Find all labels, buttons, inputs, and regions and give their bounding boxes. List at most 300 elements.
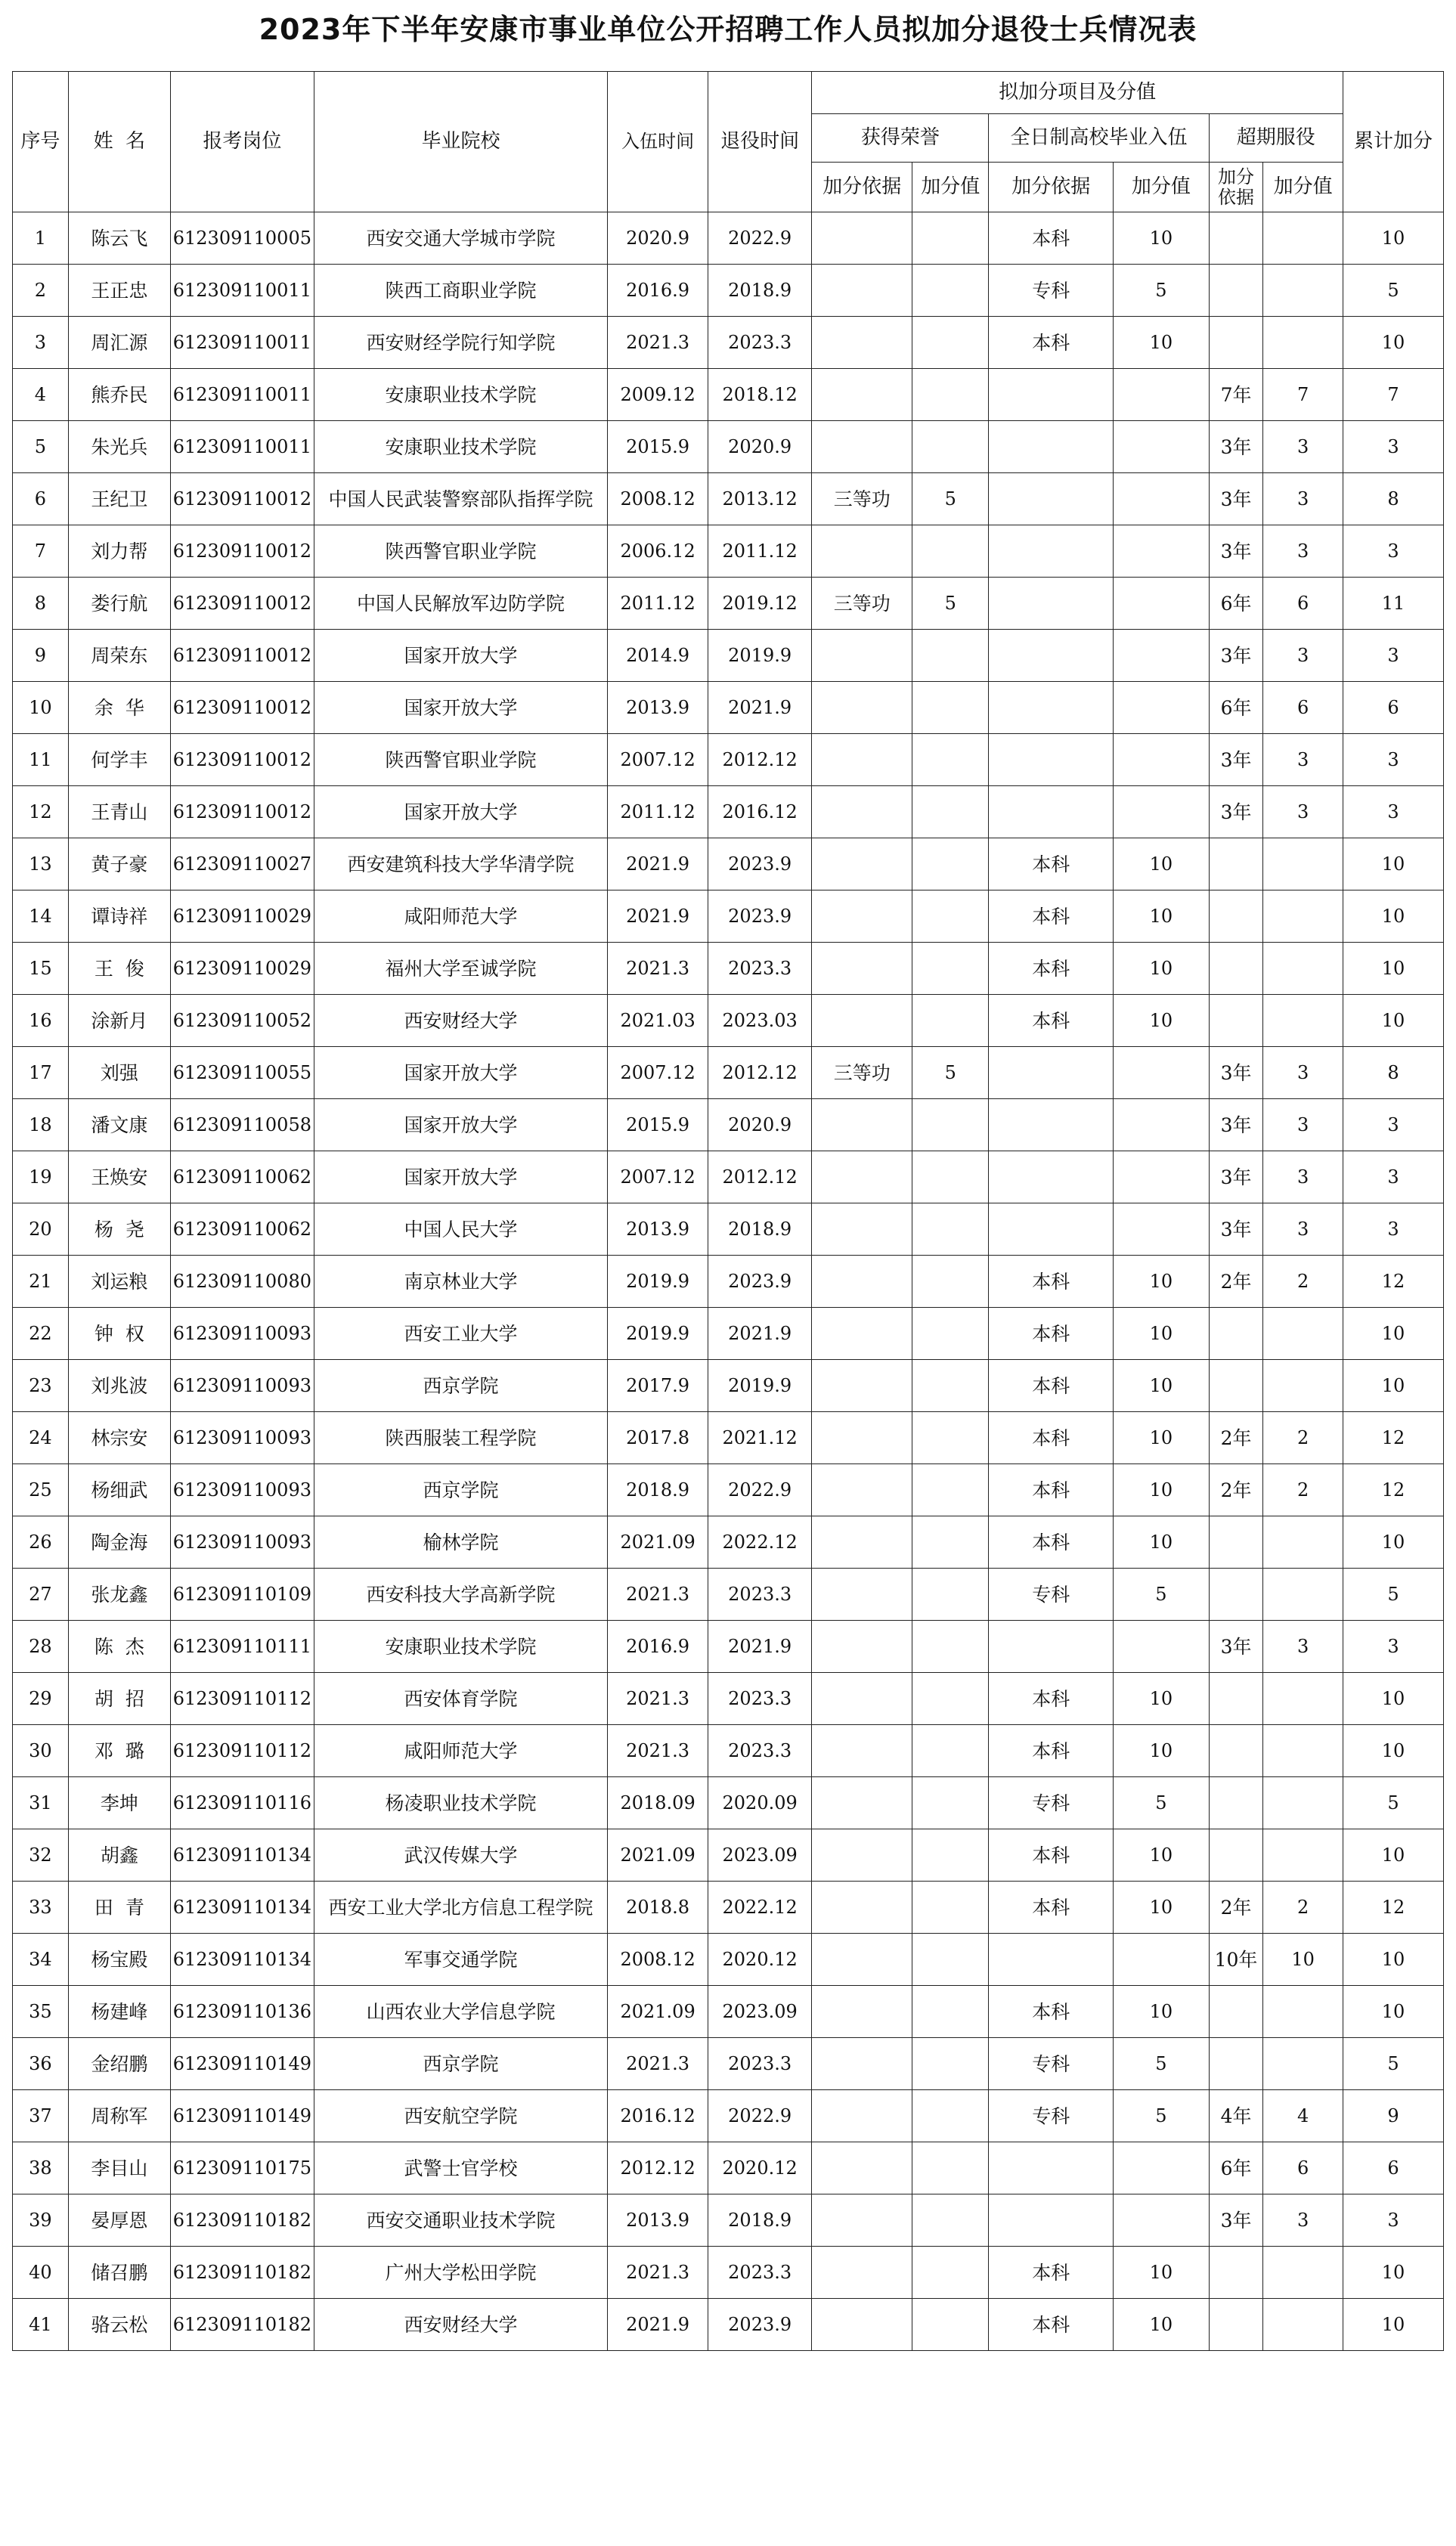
table-row (13, 890, 1444, 943)
table-row (13, 1621, 1444, 1673)
cell-overtime-value: 3 (1263, 734, 1343, 786)
table-row (13, 1151, 1444, 1203)
cell-school: 陕西工商职业学院 (314, 265, 607, 317)
cell-discharge-date: 2020.09 (708, 1777, 812, 1829)
cell-college-value (1114, 473, 1210, 525)
cell-honor-value (912, 2090, 989, 2142)
cell-honor-basis (812, 682, 912, 734)
cell-position: 612309110136 (170, 1986, 314, 2038)
cell-overtime-value: 2 (1263, 1256, 1343, 1308)
veterans-bonus-table (12, 71, 1444, 2351)
cell-discharge-date: 2023.3 (708, 2038, 812, 2090)
table-row (13, 212, 1444, 265)
cell-enlist-date: 2021.09 (608, 1986, 708, 2038)
table-row (13, 1934, 1444, 1986)
col-header-college: 全日制高校毕业入伍 (989, 114, 1209, 163)
cell-position: 612309110093 (170, 1464, 314, 1516)
table-row (13, 1464, 1444, 1516)
cell-enlist-date: 2021.3 (608, 1673, 708, 1725)
cell-enlist-date: 2007.12 (608, 1047, 708, 1099)
cell-discharge-date: 2022.12 (708, 1882, 812, 1934)
cell-name: 钟 权 (68, 1308, 170, 1360)
cell-seq: 2 (13, 265, 69, 317)
cell-honor-basis (812, 734, 912, 786)
table-row (13, 1047, 1444, 1099)
cell-name: 田 青 (68, 1882, 170, 1934)
cell-overtime-value: 7 (1263, 369, 1343, 421)
table-row (13, 682, 1444, 734)
cell-seq: 10 (13, 682, 69, 734)
cell-college-value: 10 (1114, 1412, 1210, 1464)
cell-name: 杨细武 (68, 1464, 170, 1516)
cell-overtime-value (1263, 2247, 1343, 2299)
cell-name: 朱光兵 (68, 421, 170, 473)
cell-total: 12 (1343, 1464, 1443, 1516)
table-row (13, 2090, 1444, 2142)
cell-overtime-value: 3 (1263, 1151, 1343, 1203)
cell-college-value: 10 (1114, 1516, 1210, 1569)
cell-position: 612309110182 (170, 2247, 314, 2299)
cell-college-basis: 本科 (989, 1256, 1114, 1308)
cell-school: 咸阳师范大学 (314, 1725, 607, 1777)
cell-enlist-date: 2021.3 (608, 317, 708, 369)
cell-school: 杨凌职业技术学院 (314, 1777, 607, 1829)
cell-name: 王焕安 (68, 1151, 170, 1203)
cell-overtime-basis: 6年 (1209, 578, 1263, 630)
cell-overtime-basis: 3年 (1209, 421, 1263, 473)
cell-total: 10 (1343, 995, 1443, 1047)
cell-college-value: 5 (1114, 265, 1210, 317)
cell-school: 南京林业大学 (314, 1256, 607, 1308)
cell-enlist-date: 2018.09 (608, 1777, 708, 1829)
cell-total: 9 (1343, 2090, 1443, 2142)
cell-total: 3 (1343, 1151, 1443, 1203)
cell-total: 3 (1343, 1621, 1443, 1673)
cell-honor-value (912, 1099, 989, 1151)
cell-college-value (1114, 734, 1210, 786)
table-row (13, 421, 1444, 473)
cell-college-basis: 本科 (989, 317, 1114, 369)
table-row (13, 317, 1444, 369)
cell-honor-basis (812, 890, 912, 943)
cell-enlist-date: 2014.9 (608, 630, 708, 682)
cell-college-value: 10 (1114, 1464, 1210, 1516)
cell-honor-value (912, 995, 989, 1047)
cell-college-basis (989, 1934, 1114, 1986)
col-header-honor-value: 加分值 (912, 163, 989, 212)
table-row (13, 1099, 1444, 1151)
cell-enlist-date: 2013.9 (608, 1203, 708, 1256)
cell-honor-basis (812, 1464, 912, 1516)
cell-enlist-date: 2021.9 (608, 2299, 708, 2351)
cell-honor-value (912, 1777, 989, 1829)
cell-school: 西安工业大学 (314, 1308, 607, 1360)
cell-school: 西安财经大学 (314, 2299, 607, 2351)
cell-college-value: 5 (1114, 2090, 1210, 2142)
cell-honor-basis (812, 838, 912, 890)
cell-discharge-date: 2023.3 (708, 1673, 812, 1725)
cell-total: 3 (1343, 630, 1443, 682)
table-row (13, 1882, 1444, 1934)
table-row (13, 1725, 1444, 1777)
col-header-honor: 获得荣誉 (812, 114, 989, 163)
cell-honor-value (912, 1621, 989, 1673)
cell-overtime-value: 3 (1263, 525, 1343, 578)
cell-honor-basis (812, 2090, 912, 2142)
table-row (13, 578, 1444, 630)
cell-honor-value (912, 786, 989, 838)
cell-enlist-date: 2019.9 (608, 1256, 708, 1308)
cell-honor-basis (812, 1308, 912, 1360)
cell-honor-value (912, 1569, 989, 1621)
table-row (13, 473, 1444, 525)
cell-name: 余 华 (68, 682, 170, 734)
cell-overtime-value: 3 (1263, 421, 1343, 473)
cell-seq: 23 (13, 1360, 69, 1412)
cell-name: 邓 璐 (68, 1725, 170, 1777)
cell-enlist-date: 2021.03 (608, 995, 708, 1047)
cell-overtime-value (1263, 2038, 1343, 2090)
page-title: 2023年下半年安康市事业单位公开招聘工作人员拟加分退役士兵情况表 (259, 13, 1197, 46)
cell-discharge-date: 2020.9 (708, 1099, 812, 1151)
col-header-overtime: 超期服役 (1209, 114, 1343, 163)
cell-name: 金绍鹏 (68, 2038, 170, 2090)
cell-overtime-basis: 3年 (1209, 1203, 1263, 1256)
cell-honor-basis (812, 630, 912, 682)
cell-discharge-date: 2023.9 (708, 1256, 812, 1308)
cell-college-basis (989, 578, 1114, 630)
cell-total: 3 (1343, 421, 1443, 473)
cell-college-value (1114, 630, 1210, 682)
cell-total: 5 (1343, 265, 1443, 317)
cell-discharge-date: 2022.9 (708, 212, 812, 265)
cell-name: 刘兆波 (68, 1360, 170, 1412)
cell-school: 西安科技大学高新学院 (314, 1569, 607, 1621)
cell-honor-value (912, 1725, 989, 1777)
cell-college-basis: 本科 (989, 212, 1114, 265)
cell-name: 周汇源 (68, 317, 170, 369)
cell-seq: 6 (13, 473, 69, 525)
cell-honor-value (912, 630, 989, 682)
table-row (13, 1986, 1444, 2038)
cell-position: 612309110011 (170, 265, 314, 317)
table-row (13, 1516, 1444, 1569)
cell-overtime-basis (1209, 1673, 1263, 1725)
cell-college-basis (989, 1621, 1114, 1673)
cell-total: 7 (1343, 369, 1443, 421)
cell-total: 10 (1343, 317, 1443, 369)
cell-school: 中国人民武装警察部队指挥学院 (314, 473, 607, 525)
cell-overtime-value: 10 (1263, 1934, 1343, 1986)
cell-name: 王正忠 (68, 265, 170, 317)
cell-school: 陕西服装工程学院 (314, 1412, 607, 1464)
cell-college-value: 10 (1114, 1256, 1210, 1308)
cell-overtime-basis (1209, 2038, 1263, 2090)
cell-college-basis: 本科 (989, 1986, 1114, 2038)
table-row (13, 2142, 1444, 2194)
cell-total: 10 (1343, 943, 1443, 995)
cell-school: 国家开放大学 (314, 1047, 607, 1099)
cell-honor-value (912, 838, 989, 890)
cell-seq: 40 (13, 2247, 69, 2299)
cell-position: 612309110011 (170, 317, 314, 369)
cell-honor-basis (812, 1934, 912, 1986)
cell-honor-basis (812, 1360, 912, 1412)
cell-college-value: 10 (1114, 1360, 1210, 1412)
cell-school: 西安工业大学北方信息工程学院 (314, 1882, 607, 1934)
cell-name: 陈云飞 (68, 212, 170, 265)
cell-college-basis: 本科 (989, 1882, 1114, 1934)
cell-overtime-value (1263, 1725, 1343, 1777)
cell-school: 西安交通职业技术学院 (314, 2194, 607, 2247)
cell-honor-basis (812, 943, 912, 995)
cell-honor-basis (812, 2038, 912, 2090)
cell-honor-value (912, 1882, 989, 1934)
cell-discharge-date: 2018.9 (708, 1203, 812, 1256)
cell-overtime-basis (1209, 1516, 1263, 1569)
cell-overtime-value (1263, 265, 1343, 317)
cell-enlist-date: 2008.12 (608, 1934, 708, 1986)
col-header-overtime-basis: 加分依据 (1209, 163, 1263, 212)
col-header-enlist: 入伍时间 (608, 72, 708, 212)
cell-college-value: 10 (1114, 943, 1210, 995)
cell-honor-value (912, 525, 989, 578)
cell-honor-basis (812, 2194, 912, 2247)
cell-discharge-date: 2012.12 (708, 1151, 812, 1203)
cell-discharge-date: 2022.12 (708, 1516, 812, 1569)
cell-seq: 26 (13, 1516, 69, 1569)
cell-honor-basis (812, 317, 912, 369)
cell-honor-value (912, 1203, 989, 1256)
col-header-items-group: 拟加分项目及分值 (812, 72, 1343, 114)
cell-seq: 11 (13, 734, 69, 786)
cell-overtime-basis (1209, 1986, 1263, 2038)
cell-college-value: 10 (1114, 1673, 1210, 1725)
cell-honor-basis (812, 1777, 912, 1829)
cell-position: 612309110109 (170, 1569, 314, 1621)
cell-college-value (1114, 421, 1210, 473)
cell-college-basis: 本科 (989, 1829, 1114, 1882)
cell-enlist-date: 2008.12 (608, 473, 708, 525)
cell-discharge-date: 2023.3 (708, 1725, 812, 1777)
cell-overtime-value: 3 (1263, 1621, 1343, 1673)
cell-seq: 19 (13, 1151, 69, 1203)
cell-seq: 5 (13, 421, 69, 473)
cell-overtime-basis (1209, 212, 1263, 265)
cell-school: 西安财经大学 (314, 995, 607, 1047)
cell-honor-value (912, 369, 989, 421)
cell-enlist-date: 2021.9 (608, 890, 708, 943)
cell-overtime-basis (1209, 2299, 1263, 2351)
cell-enlist-date: 2015.9 (608, 421, 708, 473)
table-row (13, 525, 1444, 578)
cell-college-value (1114, 1203, 1210, 1256)
table-row (13, 995, 1444, 1047)
cell-discharge-date: 2023.3 (708, 1569, 812, 1621)
cell-total: 12 (1343, 1412, 1443, 1464)
cell-college-basis: 本科 (989, 1412, 1114, 1464)
table-row (13, 1256, 1444, 1308)
cell-honor-basis (812, 1412, 912, 1464)
cell-enlist-date: 2021.9 (608, 838, 708, 890)
cell-name: 王 俊 (68, 943, 170, 995)
cell-seq: 34 (13, 1934, 69, 1986)
cell-seq: 17 (13, 1047, 69, 1099)
cell-college-basis: 本科 (989, 1673, 1114, 1725)
cell-name: 刘强 (68, 1047, 170, 1099)
cell-discharge-date: 2023.09 (708, 1829, 812, 1882)
cell-college-basis: 本科 (989, 995, 1114, 1047)
cell-honor-basis (812, 1203, 912, 1256)
cell-enlist-date: 2021.3 (608, 943, 708, 995)
cell-position: 612309110134 (170, 1882, 314, 1934)
cell-discharge-date: 2019.12 (708, 578, 812, 630)
cell-overtime-value (1263, 1673, 1343, 1725)
cell-honor-value (912, 1829, 989, 1882)
cell-enlist-date: 2018.8 (608, 1882, 708, 1934)
cell-honor-value (912, 2194, 989, 2247)
cell-seq: 9 (13, 630, 69, 682)
cell-honor-basis (812, 212, 912, 265)
cell-school: 安康职业技术学院 (314, 421, 607, 473)
cell-school: 榆林学院 (314, 1516, 607, 1569)
cell-school: 国家开放大学 (314, 786, 607, 838)
cell-total: 10 (1343, 1829, 1443, 1882)
cell-position: 612309110112 (170, 1725, 314, 1777)
cell-honor-basis (812, 2299, 912, 2351)
cell-overtime-value: 3 (1263, 630, 1343, 682)
cell-position: 612309110012 (170, 578, 314, 630)
table-row (13, 786, 1444, 838)
cell-overtime-value (1263, 1308, 1343, 1360)
table-row (13, 2247, 1444, 2299)
cell-school: 福州大学至诚学院 (314, 943, 607, 995)
cell-college-basis: 本科 (989, 2299, 1114, 2351)
cell-college-value: 10 (1114, 1829, 1210, 1882)
cell-name: 刘运粮 (68, 1256, 170, 1308)
cell-college-value (1114, 786, 1210, 838)
cell-total: 10 (1343, 1360, 1443, 1412)
cell-seq: 15 (13, 943, 69, 995)
cell-position: 612309110012 (170, 525, 314, 578)
cell-overtime-basis: 2年 (1209, 1882, 1263, 1934)
cell-honor-value (912, 890, 989, 943)
cell-position: 612309110080 (170, 1256, 314, 1308)
cell-honor-basis (812, 2247, 912, 2299)
cell-enlist-date: 2019.9 (608, 1308, 708, 1360)
cell-seq: 30 (13, 1725, 69, 1777)
cell-total: 8 (1343, 473, 1443, 525)
cell-overtime-value: 3 (1263, 1099, 1343, 1151)
cell-overtime-basis: 2年 (1209, 1256, 1263, 1308)
table-row (13, 630, 1444, 682)
cell-honor-basis (812, 995, 912, 1047)
col-header-seq: 序号 (13, 72, 69, 212)
cell-overtime-value: 3 (1263, 473, 1343, 525)
table-row (13, 1569, 1444, 1621)
cell-honor-value (912, 734, 989, 786)
cell-honor-value (912, 317, 989, 369)
cell-seq: 13 (13, 838, 69, 890)
cell-total: 10 (1343, 2299, 1443, 2351)
cell-discharge-date: 2020.9 (708, 421, 812, 473)
cell-honor-basis (812, 1673, 912, 1725)
cell-seq: 3 (13, 317, 69, 369)
cell-total: 5 (1343, 1569, 1443, 1621)
cell-discharge-date: 2012.12 (708, 1047, 812, 1099)
cell-honor-value (912, 1308, 989, 1360)
cell-position: 612309110011 (170, 421, 314, 473)
cell-discharge-date: 2023.09 (708, 1986, 812, 2038)
cell-position: 612309110182 (170, 2299, 314, 2351)
cell-total: 10 (1343, 1725, 1443, 1777)
cell-honor-basis (812, 265, 912, 317)
cell-position: 612309110027 (170, 838, 314, 890)
table-row (13, 1777, 1444, 1829)
cell-seq: 33 (13, 1882, 69, 1934)
cell-overtime-value: 4 (1263, 2090, 1343, 2142)
cell-honor-value (912, 943, 989, 995)
col-header-position: 报考岗位 (170, 72, 314, 212)
cell-position: 612309110012 (170, 786, 314, 838)
cell-enlist-date: 2016.9 (608, 1621, 708, 1673)
cell-enlist-date: 2020.9 (608, 212, 708, 265)
cell-overtime-value (1263, 943, 1343, 995)
cell-college-basis (989, 734, 1114, 786)
cell-overtime-basis: 6年 (1209, 682, 1263, 734)
cell-honor-value (912, 212, 989, 265)
cell-honor-basis (812, 1725, 912, 1777)
cell-honor-basis (812, 1151, 912, 1203)
cell-college-value: 5 (1114, 1569, 1210, 1621)
cell-total: 10 (1343, 1516, 1443, 1569)
cell-honor-basis: 三等功 (812, 578, 912, 630)
cell-discharge-date: 2021.9 (708, 1621, 812, 1673)
cell-overtime-basis: 3年 (1209, 786, 1263, 838)
cell-overtime-basis (1209, 1569, 1263, 1621)
cell-college-value: 10 (1114, 995, 1210, 1047)
cell-honor-value (912, 1256, 989, 1308)
cell-honor-value: 5 (912, 1047, 989, 1099)
cell-position: 612309110062 (170, 1151, 314, 1203)
cell-college-basis: 本科 (989, 890, 1114, 943)
cell-overtime-basis: 3年 (1209, 525, 1263, 578)
cell-position: 612309110182 (170, 2194, 314, 2247)
cell-school: 安康职业技术学院 (314, 369, 607, 421)
cell-position: 612309110029 (170, 943, 314, 995)
cell-school: 西安体育学院 (314, 1673, 607, 1725)
cell-overtime-basis (1209, 317, 1263, 369)
cell-seq: 25 (13, 1464, 69, 1516)
cell-discharge-date: 2020.12 (708, 1934, 812, 1986)
col-header-total: 累计加分 (1343, 72, 1443, 212)
cell-seq: 35 (13, 1986, 69, 2038)
cell-overtime-basis: 3年 (1209, 1099, 1263, 1151)
cell-position: 612309110012 (170, 473, 314, 525)
cell-position: 612309110005 (170, 212, 314, 265)
cell-enlist-date: 2021.3 (608, 1725, 708, 1777)
cell-discharge-date: 2023.9 (708, 838, 812, 890)
cell-overtime-value: 6 (1263, 682, 1343, 734)
cell-seq: 37 (13, 2090, 69, 2142)
cell-overtime-basis (1209, 265, 1263, 317)
cell-total: 3 (1343, 1203, 1443, 1256)
cell-enlist-date: 2021.3 (608, 2038, 708, 2090)
cell-honor-basis (812, 786, 912, 838)
cell-enlist-date: 2015.9 (608, 1099, 708, 1151)
cell-name: 陶金海 (68, 1516, 170, 1569)
cell-total: 10 (1343, 1308, 1443, 1360)
